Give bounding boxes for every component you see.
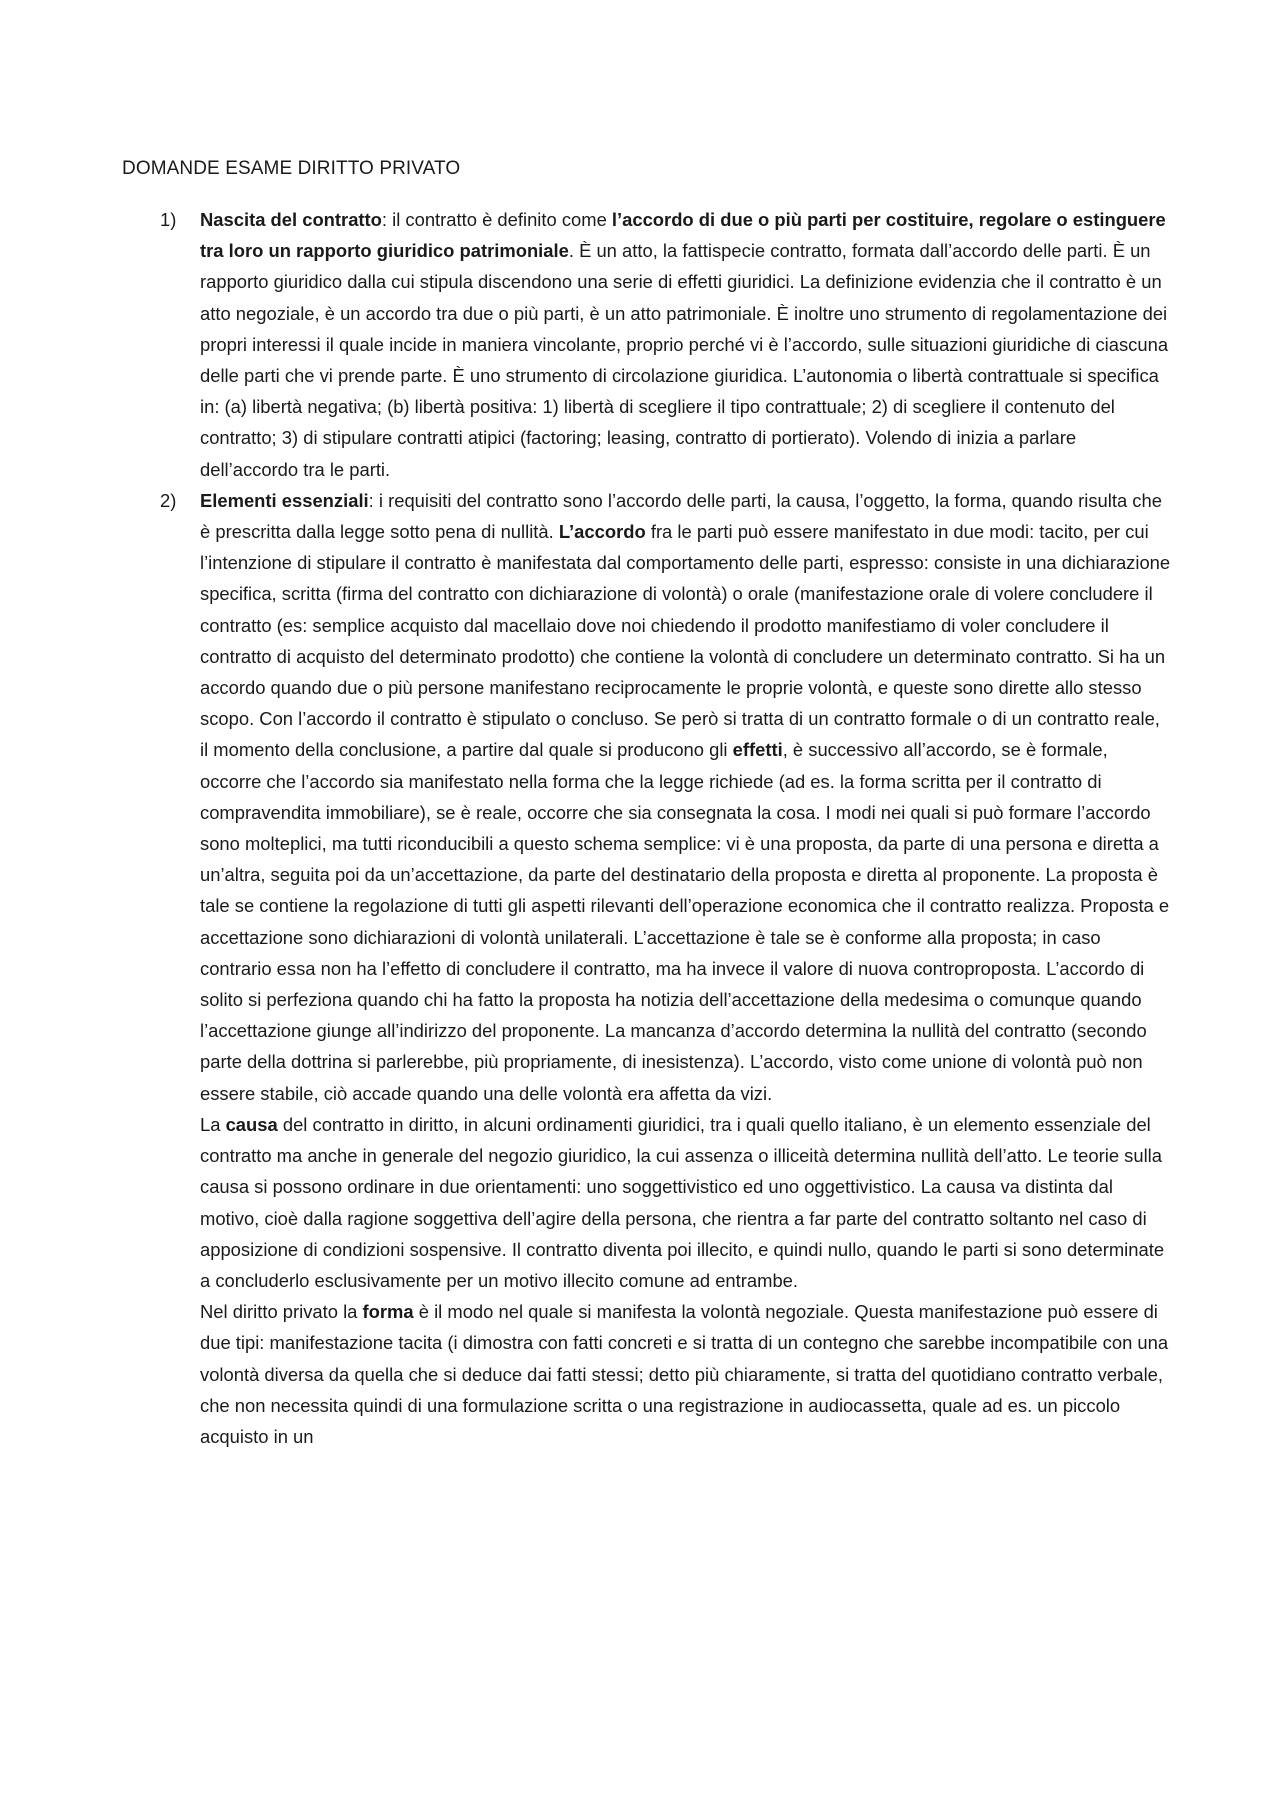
text-run: del contratto in diritto, in alcuni ordinamenti giuridici, tra i quali quello italiano, è un elemento essenziale del contratto ma anche in generale del negozio giuridico, la cui assenza o illiceità determina nullità dell’atto. Le teorie sulla causa si possono ordinare in due orientamenti: uno soggettivistico ed uno oggettivistico. La causa va distinta dal motivo, cioè dalla ragione soggettiva dell’agire della persona, che rientra a far parte del contratto soltanto nel caso di apposizione di condizioni sospensive. Il contratto diventa poi illecito, e quindi nullo, quando le parti si sono determinate a concluderlo esclusivamente per un motivo illecito comune ad entrambe. bbox=[200, 1113, 1165, 1291]
term-causa: causa bbox=[225, 1113, 278, 1135]
text-run: fra le parti può essere manifestato in due modi: tacito, per cui l’intenzione di stipulare il contratto è manifestata dal comportamento delle parti, espresso: consiste in una dichiarazione specifica, scritta (firma del contratto con dichiarazione di volontà) o orale (manifestazione orale di volere concludere il contratto (es: semplice acquisto dal macellaio dove noi chiedendo il prodotto manifestiamo di voler concludere il contratto di acquisto del determinato prodotto) che contiene la volontà di concludere un determinato contratto. Si ha un accordo quando due o più persone manifestano reciprocamente le proprie volontà, e queste sono dirette allo stesso scopo. Con l’accordo il contratto è stipulato o concluso. Se però si tratta di un contratto formale o di un contratto reale, il momento della conclusione, a partire dal quale si producono gli bbox=[200, 521, 1171, 761]
term-forma: forma bbox=[362, 1301, 414, 1323]
text-run: La bbox=[200, 1113, 226, 1135]
text-run: , è successivo all’accordo, se è formale, occorre che l’accordo sia manifestato nella forma che la legge richiede (ad es. la forma scritta per il contratto di compravendita immobiliare), se è reale, occorre che sia consegnata la cosa. I modi nei quali si può formare l’accordo sono molteplici, ma tutti riconducibili a questo schema semplice: vi è una proposta, da parte di una persona e diretta a un’altra, seguita poi da un’accettazione, da parte del destinatario della proposta e diretta al proponente. La proposta è tale se contiene la regolazione di tutti gli aspetti rilevanti dell’operazione economica che il contratto realizza. Proposta e accettazione sono dichiarazioni di volontà unilaterali. L’accettazione è tale se è conforme alla proposta; in caso contrario essa non ha l’effetto di concludere il contratto, ma ha invece il valore di nuova controproposta. L’accordo di solito si perfeziona quando chi ha fatto la proposta ha notizia dell’accettazione della medesima o comunque quando l’accettazione giunge all’indirizzo del proponente. La mancanza d’accordo determina la nullità del contratto (secondo parte della dottrina si parlerebbe, più propriamente, di inesistenza). L’accordo, visto come unione di volontà può non essere stabile, ciò accade quando una delle volontà era affetta da vizi. bbox=[200, 739, 1170, 1104]
term-effetti: effetti bbox=[732, 739, 783, 761]
heading-elementi-essenziali: Elementi essenziali bbox=[200, 489, 369, 511]
definition-contratto: l’accordo di due o più parti per costituire, regolare o estinguere tra loro un rapporto giuridico patrimoniale bbox=[200, 209, 1166, 262]
text-run: : il contratto è definito come bbox=[381, 209, 612, 230]
question-number: 1) bbox=[160, 209, 177, 230]
question-paragraph bbox=[200, 204, 1172, 485]
question-paragraph bbox=[200, 485, 1172, 1109]
text-run: : i requisiti del contratto sono l’accordo delle parti, la causa, l’oggetto, la forma, quando risulta che è prescritta dalla legge sotto pena di nullità. bbox=[200, 489, 1162, 543]
question-paragraph bbox=[200, 1109, 1172, 1296]
question-item bbox=[122, 485, 1172, 1452]
text-run: Nel diritto privato la bbox=[200, 1301, 363, 1323]
text-run: . È un atto, la fattispecie contratto, formata dall’accordo delle parti. È un rapporto giuridico dalla cui stipula discendono una serie di effetti giuridici. La definizione evidenzia che il contratto è un atto negoziale, è un accordo tra due o più parti, è un atto patrimoniale. È inoltre uno strumento di regolamentazione dei propri interessi il quale incide in maniera vincolante, proprio perché vi è l’accordo, sulle situazioni giuridiche di ciascuna delle parti che vi prende parte. È uno strumento di circolazione giuridica. L’autonomia o libertà contrattuale si specifica in: (a) libertà negativa; (b) libertà positiva: 1) libertà di scegliere il tipo contrattuale; 2) di scegliere il contenuto del contratto; 3) di stipulare contratti atipici (factoring; leasing, contratto di portierato). Volendo di inizia a parlare dell’accordo tra le parti. bbox=[200, 240, 1169, 480]
text-run: è il modo nel quale si manifesta la volontà negoziale. Questa manifestazione può essere di due tipi: manifestazione tacita (i dimostra con fatti concreti e si tratta di un contegno che sarebbe incompatibile con una volontà diversa da quella che si deduce dai fatti stessi; detto più chiaramente, si tratta del quotidiano contratto verbale, che non necessita quindi di una formulazione scritta o una registrazione in audiocassetta, quale ad es. un piccolo acquisto in un bbox=[200, 1301, 1169, 1447]
term-accordo: L’accordo bbox=[558, 521, 646, 543]
question-list bbox=[122, 204, 1172, 1452]
question-item bbox=[122, 204, 1172, 485]
document-title: DOMANDE ESAME DIRITTO PRIVATO bbox=[122, 158, 461, 179]
question-paragraph bbox=[200, 1296, 1172, 1452]
question-number: 2) bbox=[160, 489, 177, 511]
heading-nascita-del-contratto: Nascita del contratto bbox=[200, 209, 382, 230]
